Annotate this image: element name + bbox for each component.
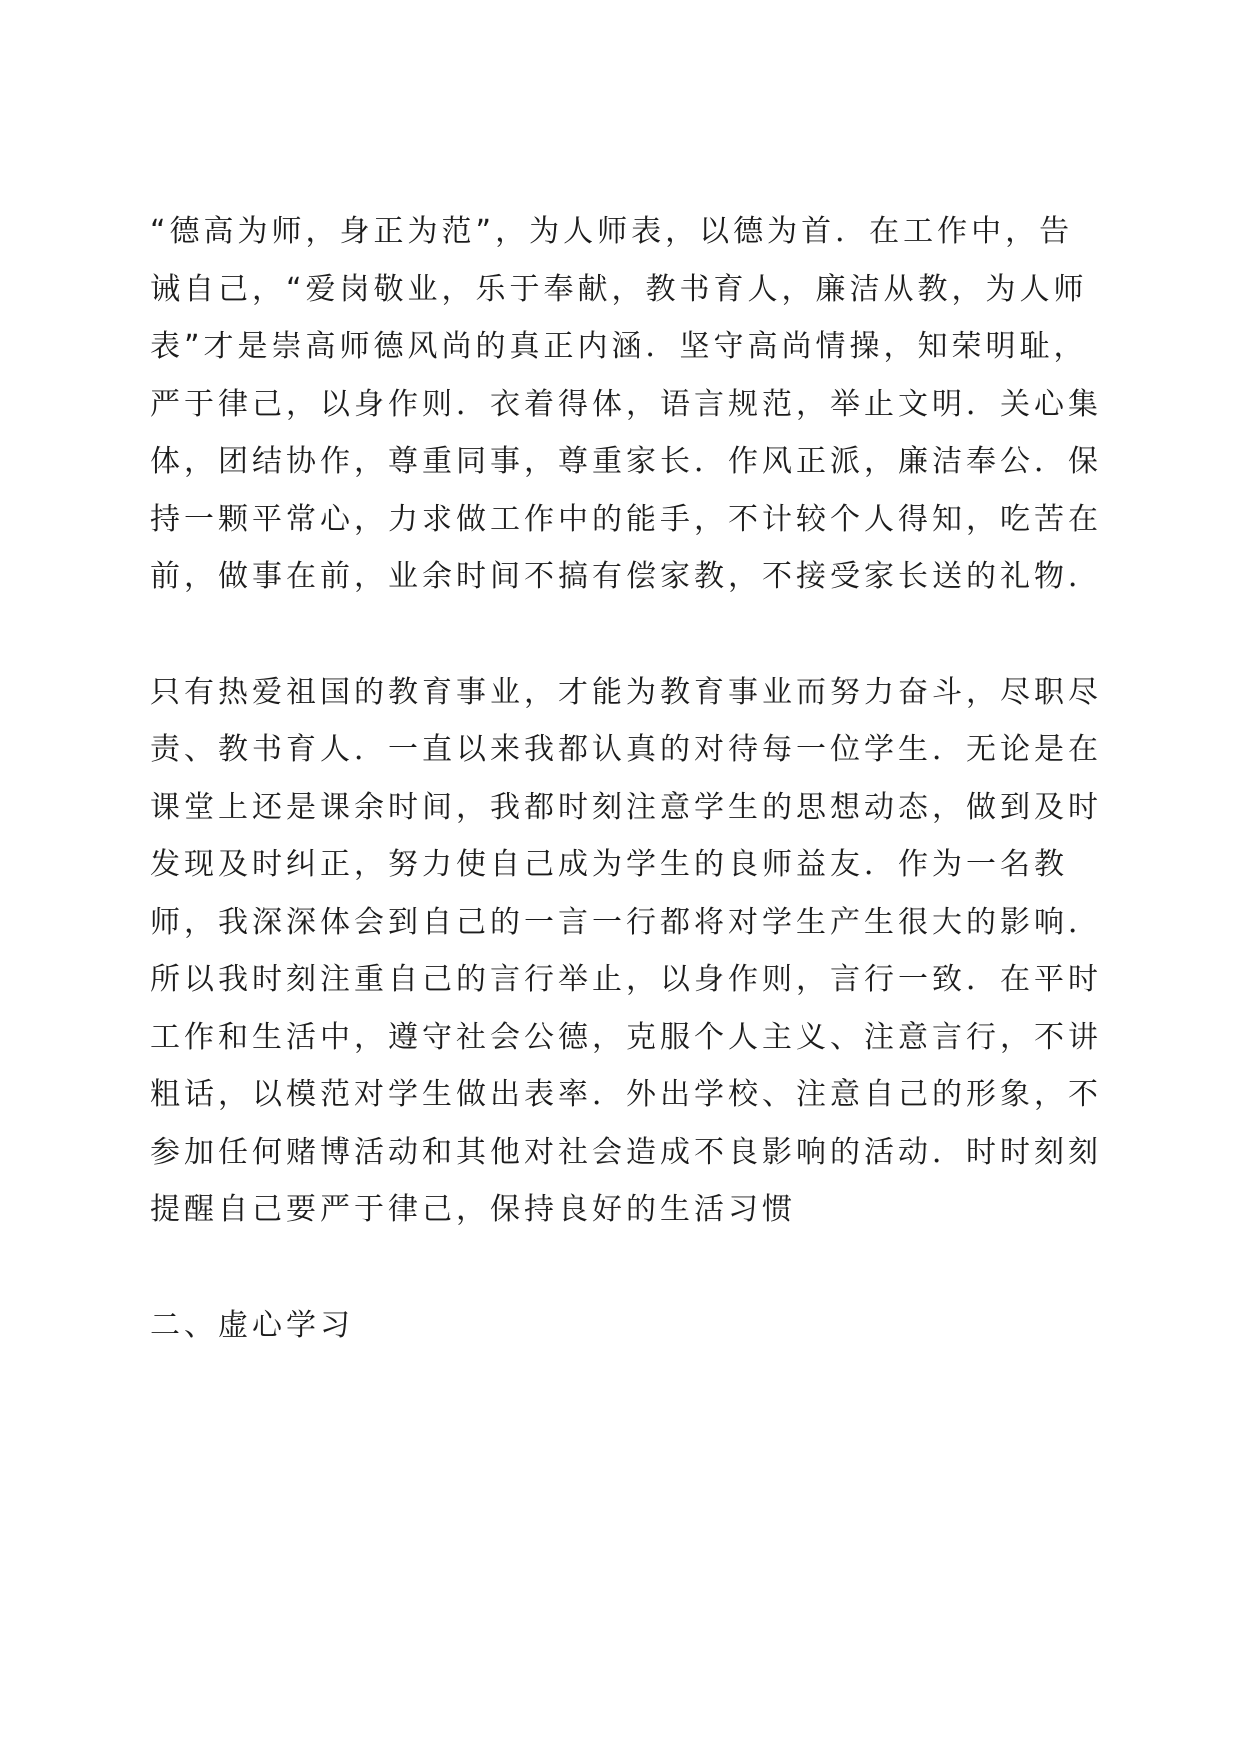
paragraph-line: “德高为师，身正为范”，为人师表，以德为首．在工作中，告 xyxy=(150,214,1074,249)
paragraph-line: 提醒自己要严于律己，保持良好的生活习惯 xyxy=(150,1192,796,1227)
paragraph-line: 持一颗平常心，力求做工作中的能手，不计较个人得知，吃苦在 xyxy=(150,501,1102,537)
paragraph-line: 严于律己，以身作则．衣着得体，语言规范，举止文明．关心集 xyxy=(150,386,1102,422)
section-heading: 二、虚心学习 xyxy=(150,1307,354,1343)
paragraph-line: 课堂上还是课余时间，我都时刻注意学生的思想动态，做到及时 xyxy=(150,789,1102,825)
paragraph-line: 所以我时刻注重自己的言行举止，以身作则，言行一致．在平时 xyxy=(150,962,1102,997)
paragraph-teacher-ethics xyxy=(150,203,1110,606)
paragraph-line: 粗话，以模范对学生做出表率．外出学校、注意自己的形象，不 xyxy=(150,1077,1102,1112)
paragraph-line: 工作和生活中，遵守社会公德，克服个人主义、注意言行，不讲 xyxy=(150,1019,1102,1055)
document-body xyxy=(150,203,1110,1354)
paragraph-line: 前，做事在前，业余时间不搞有偿家教，不接受家长送的礼物． xyxy=(150,559,1102,594)
paragraph-line: 参加任何赌博活动和其他对社会造成不良影响的活动．时时刻刻 xyxy=(150,1134,1102,1170)
paragraph-line: 表”才是崇高师德风尚的真正内涵．坚守高尚情操，知荣明耻， xyxy=(150,329,1088,364)
paragraph-dedication xyxy=(150,664,1110,1239)
paragraph-line: 师，我深深体会到自己的一言一行都将对学生产生很大的影响． xyxy=(150,904,1102,940)
paragraph-line: 只有热爱祖国的教育事业，才能为教育事业而努力奋斗，尽职尽 xyxy=(150,674,1102,710)
paragraph-line: 发现及时纠正，努力使自己成为学生的良师益友．作为一名教 xyxy=(150,847,1068,882)
paragraph-line: 体，团结协作，尊重同事，尊重家长．作风正派，廉洁奉公．保 xyxy=(150,444,1102,479)
paragraph-line: 责、教书育人．一直以来我都认真的对待每一位学生．无论是在 xyxy=(150,732,1102,767)
paragraph-line: 诫自己，“爱岗敬业，乐于奉献，教书育人，廉洁从教，为人师 xyxy=(150,271,1088,307)
